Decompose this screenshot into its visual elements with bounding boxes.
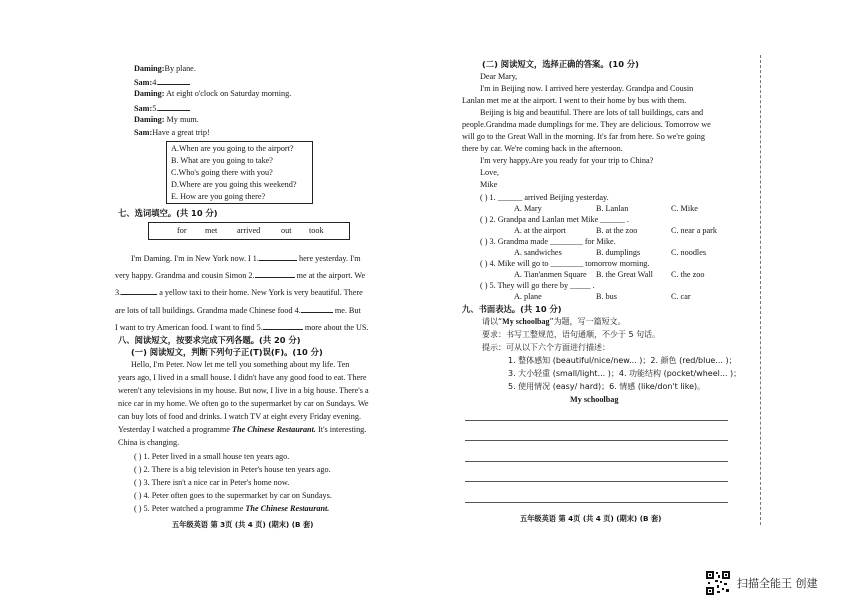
part-2-title: (二) 阅读短文，选择正确的答案。(10 分) [482,59,639,69]
word-bank-item: took [309,226,324,235]
cloze-line-4: are lots of tall buildings. Grandma made Chinese food 4. me. But [115,303,361,317]
dialogue-line-5: Daming: My mum. [134,115,199,124]
page-footer: 五年级英语 第 4页 (共 4 页) (期末) (B 套) [520,514,662,523]
option-a: A.When are you going to the airport? [171,144,294,153]
letter-signature: Mike [480,180,498,189]
question-3-option-a: A. sandwiches [514,248,562,257]
passage-line-5: can buy lots of food and drinks. I watch TV at eight every Friday evening. [118,412,361,421]
option-c: C.Who's going there with you? [171,168,273,177]
writing-line[interactable] [465,481,728,482]
judge-item-1: ( ) 1. Peter lived in a small house ten years ago. [134,452,290,461]
passage-line-3: weren't any televisions in my house. But now, I live in a big house. There's a [118,386,369,395]
dialogue-line-1: Daming:By plane. [134,64,196,73]
letter-line: people.Grandma made dumplings for me. They are delicious. Tomorrow we [462,120,711,129]
question-4-option-c: C. the zoo [671,270,705,279]
judge-item-2: ( ) 2. There is a big television in Peter's house ten years ago. [134,465,331,474]
question-3: ( ) 3. Grandma made ________ for Mike. [480,237,616,246]
question-2-option-c: C. near a park [671,226,717,235]
question-3-option-b: B. dumplings [596,248,641,257]
dialogue-line-2: Sam:4. [134,75,190,89]
cloze-line-3: 3. a yellow taxi to their home. New York is very beautiful. There [115,285,363,299]
word-bank-item: arrived [237,226,261,235]
question-4: ( ) 4. Mike will go to ________ tomorrow morning. [480,259,650,268]
letter-line: will go to the Great Wall in the morning. It's far from here. So we're going [462,132,705,141]
watermark-text: 扫描全能王 创建 [737,577,818,590]
question-2-option-a: A. at the airport [514,226,566,235]
letter-line: I'm in Beijing now. I arrived here yesterday. Grandpa and Cousin [480,84,694,93]
question-5-option-a: A. plane [514,292,542,301]
letter-line: there by car. We're coming back in the afternoon. [462,144,623,153]
writing-line[interactable] [465,420,728,421]
word-bank-item: for [177,226,187,235]
judge-item-4: ( ) 4. Peter often goes to the supermarket by car on Sundays. [134,491,332,500]
word-bank-item: out [281,226,292,235]
passage-line-1: Hello, I'm Peter. Now let me tell you something about my life. Ten [131,360,350,369]
passage-line-4: nice car in my home. We often go to the supermarket by car on Sundays. We [118,399,369,408]
letter-closing: Love, [480,168,499,177]
scanner-watermark [705,570,818,596]
section-9-title: 九、书面表达。(共 10 分) [462,304,562,314]
option-e: E. How are you going there? [171,192,266,201]
question-5-option-c: C. car [671,292,691,301]
writing-prompt: 请以“My schoolbag”为题，写一篇短文。 [482,317,626,326]
writing-hint: 提示：可从以下六个方面进行描述： [482,343,610,352]
passage-line-2: years ago, I lived in a small house. I didn't have any good food to eat. There [118,373,367,382]
question-1-option-b: B. Lanlan [596,204,629,213]
writing-requirement: 要求：书写工整规范，语句通顺，不少于 5 句话。 [482,330,661,339]
question-3-option-c: C. noodles [671,248,707,257]
question-2: ( ) 2. Grandpa and Lanlan met Mike ______ . [480,215,629,224]
dialogue-line-6: Sam:Have a great trip! [134,128,210,137]
writing-line[interactable] [465,502,728,503]
passage-line-6: Yesterday I watched a programme The Chinese Restaurant. It's interesting. [118,425,367,434]
letter-line: Beijing is big and beautiful. There are lots of tall buildings, cars and [480,108,704,117]
essay-title: My schoolbag [570,395,619,404]
option-b: B. What are you going to take? [171,156,273,165]
writing-line[interactable] [465,461,728,462]
judge-item-5: ( ) 5. Peter watched a programme The Chinese Restaurant. [134,504,330,513]
dialogue-line-3: Daming: At eight o'clock on Saturday morning. [134,89,292,98]
writing-aspect-2: 3. 大小轻重 (small/light... )；4. 功能结构 (pocket/wheel... )； [508,369,742,378]
letter-greeting: Dear Mary, [480,72,518,81]
cloze-line-1: I'm Daming. I'm in New York now. I 1. here yesterday. I'm [131,251,361,265]
passage-line-7: China is changing. [118,438,180,447]
question-1-option-a: A. Mary [514,204,542,213]
question-5-option-b: B. bus [596,292,617,301]
question-2-option-b: B. at the zoo [596,226,638,235]
section-8-title: 八、阅读短文，按要求完成下列各题。(共 20 分) [118,335,301,345]
word-bank-item: met [205,226,218,235]
question-4-option-a: A. Tian'anmen Square [514,270,587,279]
question-5: ( ) 5. They will go there by _____ . [480,281,595,290]
qr-code-icon [705,570,731,596]
writing-aspect-1: 1. 整体感知 (beautiful/nice/new... )；2. 颜色 (red/blue... )； [508,356,737,365]
option-d: D.Where are you going this weekend? [171,180,297,189]
question-1-option-c: C. Mike [671,204,698,213]
writing-line[interactable] [465,440,728,441]
part-1-title: (一) 阅读短文，判断下列句子正(T)误(F)。(10 分) [131,347,323,357]
cloze-line-2: very happy. Grandma and cousin Simon 2. me at the airport. We [115,268,365,282]
judge-item-3: ( ) 3. There isn't a nice car in Peter's home now. [134,478,290,487]
writing-aspect-3: 5. 使用情况 (easy/ hard)；6. 情感 (like/don't like)。 [508,382,706,391]
cloze-line-5: I want to try American food. I want to find 5. more about the US. [115,320,369,334]
dialogue-line-4: Sam:5. [134,101,190,115]
binding-margin-line [760,55,761,525]
question-4-option-b: B. the Great Wall [596,270,653,279]
letter-line: I'm very happy.Are you ready for your trip to China? [480,156,654,165]
question-1: ( ) 1. ______ arrived Beijing yesterday. [480,193,609,202]
section-7-title: 七、选词填空。(共 10 分) [118,208,218,218]
page-footer: 五年级英语 第 3页 (共 4 页) (期末) (B 套) [172,520,314,529]
letter-line: Lanlan met me at the airport. I went to their home by bus with them. [462,96,687,105]
